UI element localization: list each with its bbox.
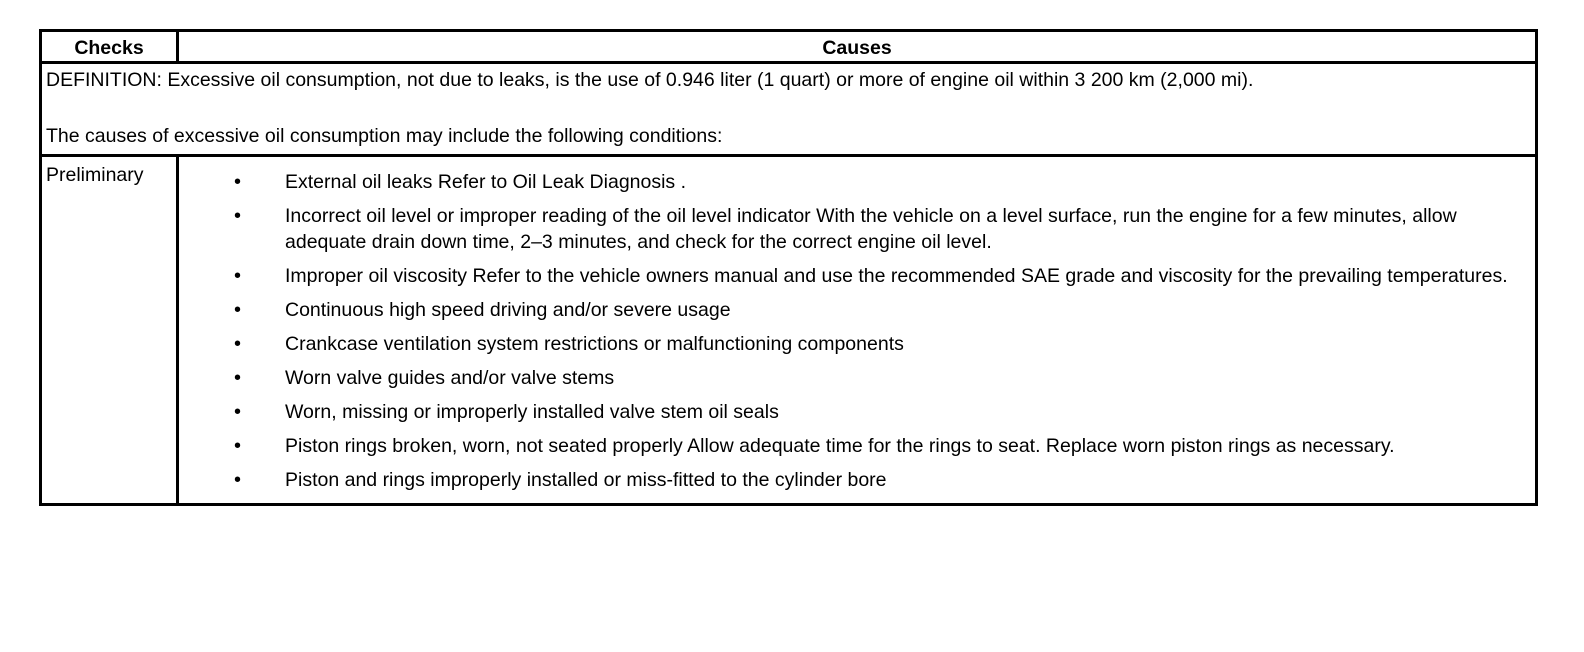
cause-text: Continuous high speed driving and/or severe usage <box>285 299 731 321</box>
bullet-icon: • <box>234 333 242 355</box>
definition-row <box>41 63 1537 156</box>
list-item <box>179 169 1511 195</box>
list-item <box>179 203 1511 255</box>
list-item <box>179 297 1511 323</box>
cause-text: Piston and rings improperly installed or miss-fitted to the cylinder bore <box>285 469 887 491</box>
bullet-icon: • <box>234 299 242 321</box>
list-item <box>179 399 1511 425</box>
cause-text: Worn, missing or improperly installed valve stem oil seals <box>285 401 779 423</box>
definition-intro: The causes of excessive oil consumption may include the following conditions: <box>46 125 723 147</box>
list-item <box>179 263 1511 289</box>
bullet-icon: • <box>234 367 242 389</box>
definition-cell <box>41 63 1537 156</box>
cause-text: Incorrect oil level or improper reading of the oil level indicator With the vehicle on a level surface, run the engine for a few minutes, allow adequate drain down time, 2–3 minutes, and check for the correct engine oil level. <box>285 205 1457 253</box>
cause-text: Improper oil viscosity Refer to the vehicle owners manual and use the recommended SAE grade and viscosity for the prevailing temperatures. <box>285 265 1508 287</box>
cause-text: External oil leaks Refer to Oil Leak Diagnosis . <box>285 171 687 193</box>
list-item <box>179 365 1511 391</box>
bullet-icon: • <box>234 205 242 227</box>
list-item <box>179 467 1511 493</box>
cause-text: Piston rings broken, worn, not seated properly Allow adequate time for the rings to seat. Replace worn piston rings as necessary. <box>285 435 1395 457</box>
bullet-icon: • <box>234 171 242 193</box>
header-row <box>41 31 1537 63</box>
definition-text: DEFINITION: Excessive oil consumption, not due to leaks, is the use of 0.946 liter (1 quart) or more of engine oil within 3 200 km (2,000 mi). <box>46 69 1254 91</box>
diagnosis-table <box>39 29 1538 506</box>
check-cell: Preliminary <box>41 156 178 505</box>
causes-cell <box>178 156 1537 505</box>
cause-text: Crankcase ventilation system restrictions or malfunctioning components <box>285 333 904 355</box>
definition-spacer <box>46 92 1529 124</box>
causes-header: Causes <box>178 31 1537 63</box>
cause-text: Worn valve guides and/or valve stems <box>285 367 615 389</box>
table-row <box>41 156 1537 505</box>
bullet-icon: • <box>234 435 242 457</box>
checks-header: Checks <box>41 31 178 63</box>
list-item <box>179 331 1511 357</box>
cause-list <box>179 169 1511 493</box>
bullet-icon: • <box>234 265 242 287</box>
bullet-icon: • <box>234 401 242 423</box>
list-item <box>179 433 1511 459</box>
bullet-icon: • <box>234 469 242 491</box>
